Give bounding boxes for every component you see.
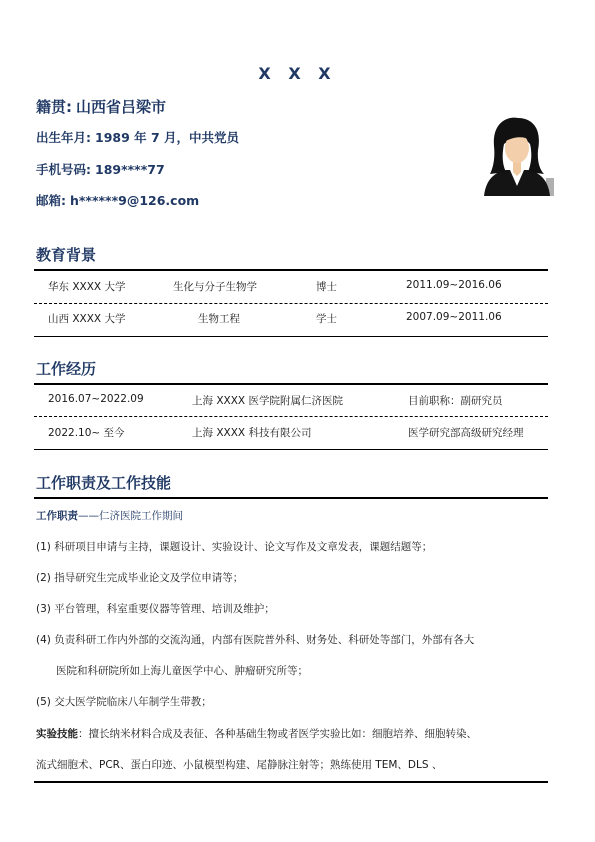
skills-line-continued: 流式细胞术、PCR、蛋白印迹、小鼠模型构建、尾静脉注射等；熟练使用 TEM、DLS 、 [36, 759, 443, 771]
duties-sub-suffix: ——仁济医院工作期间 [78, 510, 183, 522]
phone [36, 160, 165, 178]
native-place-label: 籍贯: [36, 98, 72, 116]
candidate-name: X X X [258, 64, 337, 83]
work-position: 目前职称：副研究员 [408, 395, 503, 407]
work-period: 2022.10~ 至今 [48, 427, 125, 439]
duty-item: (5) 交大医学院临床八年制学生带教； [36, 696, 212, 708]
education-degree: 博士 [316, 281, 337, 293]
native-place-value: 山西省吕梁市 [76, 98, 167, 116]
education-school: 华东 XXXX 大学 [48, 281, 126, 293]
email-value: h******9@126.com [70, 193, 200, 208]
birth-date [36, 128, 239, 146]
email [36, 191, 199, 209]
education-school: 山西 XXXX 大学 [48, 313, 126, 325]
work-divider [34, 416, 548, 417]
phone-value: 189****77 [95, 162, 165, 177]
duty-item: (2) 指导研究生完成毕业论文及学位申请等； [36, 572, 244, 584]
education-major: 生化与分子生物学 [173, 281, 257, 293]
education-top-rule [34, 269, 548, 271]
avatar-icon [480, 116, 554, 196]
education-divider [34, 303, 548, 304]
work-top-rule [34, 383, 548, 385]
work-bottom-rule [34, 449, 548, 450]
work-period: 2016.07~2022.09 [48, 393, 144, 405]
email-label: 邮箱: [36, 193, 66, 208]
native-place [36, 96, 166, 117]
work-org: 上海 XXXX 医学院附属仁济医院 [192, 395, 343, 407]
duties-subheading [36, 508, 183, 523]
skills-line [36, 726, 477, 741]
duty-item: (3) 平台管理，科室重要仪器等管理、培训及维护； [36, 603, 275, 615]
education-period: 2007.09~2011.06 [406, 311, 502, 323]
duties-sub-label: 工作职责 [36, 510, 78, 522]
education-period: 2011.09~2016.06 [406, 279, 502, 291]
work-title: 工作经历 [36, 360, 97, 378]
duty-item: (1) 科研项目申请与主持，课题设计、实验设计、论文写作及文章发表，课题结题等； [36, 541, 433, 553]
work-position: 医学研究部高级研究经理 [408, 427, 524, 439]
phone-label: 手机号码: [36, 162, 91, 177]
skills-text: ：擅长纳米材料合成及表征、各种基础生物或者医学实验比如：细胞培养、细胞转染、 [78, 728, 477, 740]
birth-date-value: 1989 年 7 月，中共党员 [95, 130, 240, 145]
education-major: 生物工程 [198, 313, 240, 325]
duties-bottom-rule [34, 781, 548, 783]
duty-item-continued: 医院和科研院所如上海儿童医学中心、肿瘤研究所等； [56, 665, 308, 677]
education-title: 教育背景 [36, 246, 97, 264]
skills-label: 实验技能 [36, 728, 78, 740]
birth-date-label: 出生年月: [36, 130, 91, 145]
education-degree: 学士 [316, 313, 337, 325]
duties-title: 工作职责及工作技能 [36, 474, 172, 492]
duties-top-rule [34, 497, 548, 499]
duty-item: (4) 负责科研工作内外部的交流沟通，内部有医院普外科、财务处、科研处等部门，外部有各大 [36, 634, 475, 646]
education-bottom-rule [34, 336, 548, 337]
work-org: 上海 XXXX 科技有限公司 [192, 427, 312, 439]
